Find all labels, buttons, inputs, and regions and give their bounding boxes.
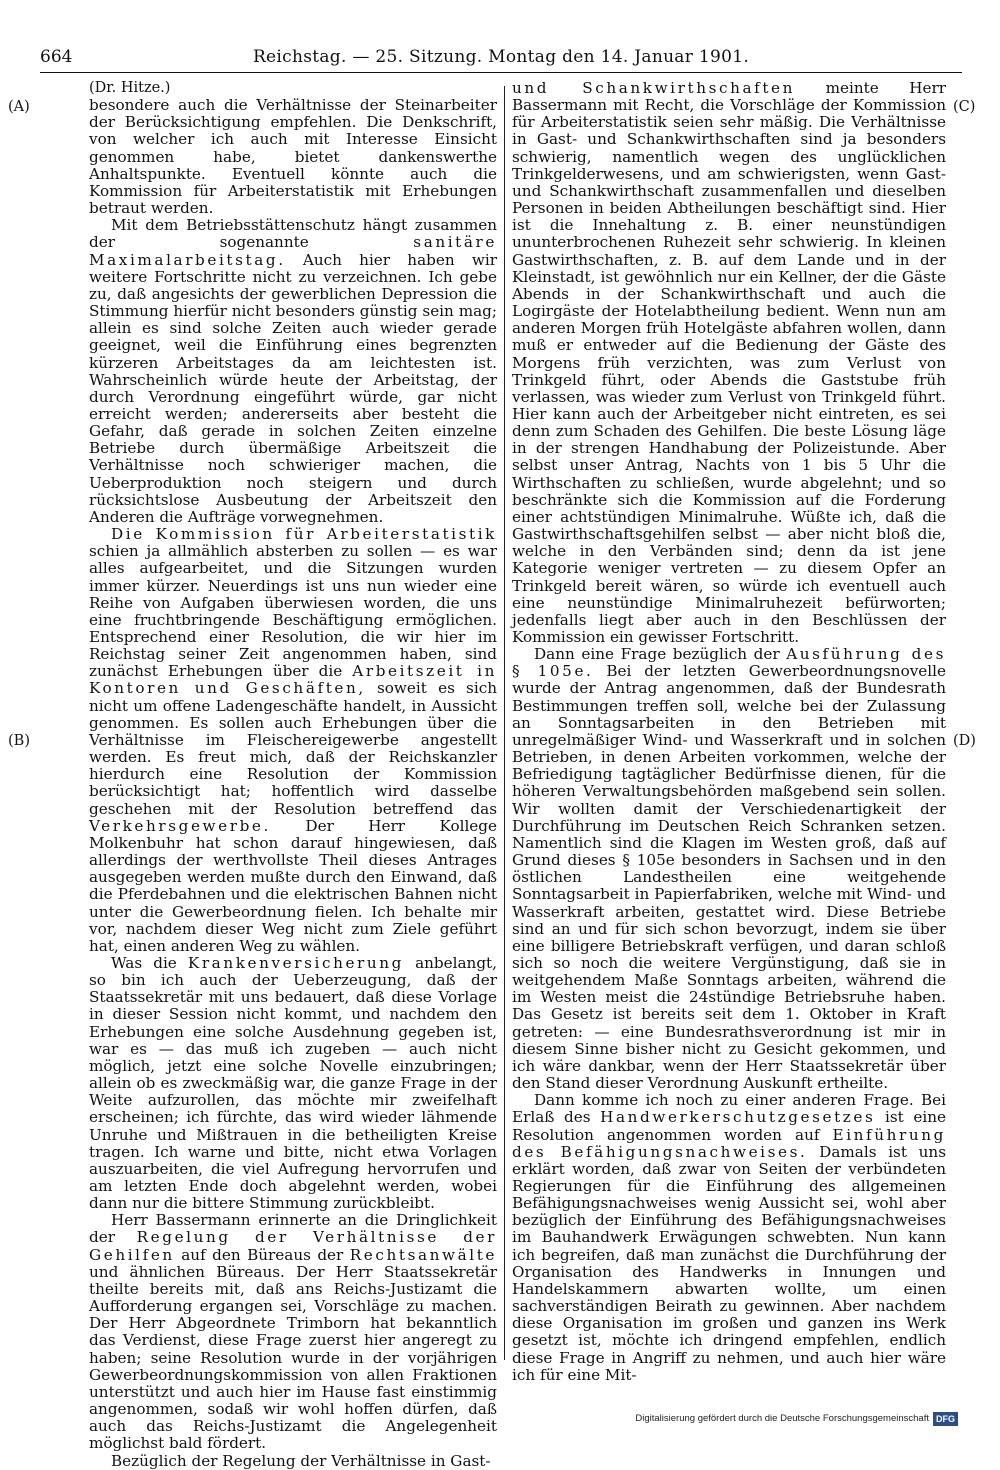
spaced-emphasis: Rechtsanwälte xyxy=(349,1245,497,1264)
spaced-emphasis: Krankenversicherung xyxy=(187,953,404,972)
paragraph: besondere auch die Verhältnisse der Steinarbeiter der Berücksichtigung empfehlen. Die Denkschrift, von welcher ich auch mit Interesse Einsicht genommen habe, bietet dankenswerthe Anhaltspunkte. Eventuell könnte auch die Kommission für Arbeiterstatistik mit Erhebungen betraut werden. xyxy=(89,96,497,218)
spaced-emphasis: Ausführung des § 105e. xyxy=(512,645,946,681)
page-number: 664 xyxy=(40,47,73,67)
margin-marker-c: (C) xyxy=(953,99,976,115)
paragraph: Herr Bassermann erinnerte an die Dringlichkeit der Regelung der Verhältnisse der Gehilfen auf den Büreaus der Rechtsanwälte und ähnlichen Büreaus. Der Herr Staatssekretär theilte bereits mit, daß ans Reichs-Justizamt die Aufforderung ergangen sei, Vorschläge zu machen. Der Herr Abgeordnete Trimborn hat bekanntlich das Verdienst, diese Frage zuerst hier angeregt zu haben; seine Resolution wurde in der vorjährigen Gewerbeordnungskommission von allen Fraktionen unterstützt und auch hier im Hause fast einstimmig angenommen, sodaß wir wohl hoffen dürfen, daß auch das Reichs-Justizamt die Angelegenheit möglichst bald fördert. xyxy=(89,1211,497,1453)
spaced-emphasis: Regelung der Verhältnisse der Gehilfen xyxy=(89,1228,497,1264)
margin-marker-a: (A) xyxy=(8,99,30,115)
paragraph: Dann komme ich noch zu einer anderen Frage. Bei Erlaß des Handwerkerschutzgesetzes ist eine Resolution angenommen worden auf Einführung des Befähigungsnachweises. Damals ist uns erklärt worden, daß zwar von Seiten der verbündeten Regierungen für die Einführung des allgemeinen Befähigungsnachweises wenig Aussicht sei, wohl aber bezüglich der Einführung des Befähigungsnachweises im Bauhandwerk Erwägungen schwebten. Nun kann ich begreifen, daß man zunächst die Durchführung der Organisation des Handwerks in Innungen und Handelskammern abwarten wollte, um einen sachverständigen Beirath zu gewinnen. Aber nachdem diese Organisation im großen und ganzen ins Werk gesetzt ist, möchte ich dringend empfehlen, endlich diese Frage in Angriff zu nehmen, und auch hier wäre ich für eine Mit- xyxy=(512,1091,946,1384)
left-column xyxy=(89,80,498,1470)
header-rule xyxy=(40,72,962,73)
spaced-emphasis: Einführung des Befähigungsnachweises. xyxy=(512,1125,946,1161)
spaced-emphasis: Arbeitszeit in Kontoren und Geschäften, xyxy=(89,662,498,698)
paragraph: Was die Krankenversicherung anbelangt, so bin ich auch der Ueberzeugung, daß der Staatssekretär mit uns bedauert, daß diese Vorlage in dieser Session nicht kommt, und nachdem den Erhebungen eine solche Ausdehnung gegeben ist, war es — das muß ich zugeben — auch nicht möglich, jetzt eine solche Novelle einzubringen; allein ob es zweckmäßig war, die ganze Frage in der Weite aufzurollen, das möchte mir zweifelhaft erscheinen; ich fürchte, das wird wieder lähmende Unruhe und Mißtrauen in die betheiligten Kreise tragen. Ich warne und bitte, nicht etwa Vorlagen auszuarbeiten, die viel Aufregung hervorrufen und am letzten Ende doch abgelehnt werden, wobei dann nur die bittere Stimmung zurückbleibt. xyxy=(89,953,497,1213)
speaker-label: (Dr. Hitze.) xyxy=(89,80,171,96)
margin-marker-d: (D) xyxy=(953,733,976,749)
spaced-emphasis: und Schankwirthschaften xyxy=(512,79,796,97)
credit-text: Digitalisierung gefördert durch die Deutsche Forschungsgemeinschaft xyxy=(635,1413,929,1424)
paragraph: Dann eine Frage bezüglich der Ausführung des § 105e. Bei der letzten Gewerbeordnungsnovelle wurde der Antrag angenommen, daß der Bundesrath Bestimmungen treffen soll, welche bei der Zulassung an Sonntagsarbeiten in den Betrieben mit unregelmäßiger Wind- und Wasserkraft und in solchen Betrieben, in denen Arbeiten vorkommen, welche der Befriedigung tagtäglicher Bedürfnisse dienen, für die höheren Verwaltungsbehörden maßgebend sein sollen. Wir wollten damit der Verschiedenartigkeit der Durchführung im Deutschen Reich Schranken setzen. Namentlich sind die Klagen im Westen groß, daß auf Grund dieses § 105e besonders in Sachsen und in den östlichen Landestheilen eine weitgehende Sonntagsarbeit in Papierfabriken, welche mit Wind- und Wasserkraft arbeiten, gestattet wird. Diese Betriebe sind an und für sich schon bevorzugt, indem sie über eine billigere Betriebskraft verfügen, und daran schloß sich so noch die weitere Vergünstigung, daß sie in weitgehendem Maße Sonntags arbeiten, während die im Westen meist die 24stündige Betriebsruhe haben. Das Gesetz ist bereits seit dem 1. Oktober in Kraft getreten: — eine Bundesrathsverordnung ist mir in diesem Sinne bisher nicht zu Gesicht gekommen, und ich wäre dankbar, wenn der Herr Staatssekretär über den Stand dieser Verordnung Auskunft ertheilte. xyxy=(512,645,946,1093)
paragraph: Die Kommission für Arbeiterstatistik schien ja allmählich absterben zu sollen — es war alles aufgearbeitet, und die Sitzungen wurden immer kürzer. Neuerdings ist uns nun wieder eine Reihe von Aufgaben überwiesen worden, die uns eine fruchtbringende Beschäftigung ermöglichen. Entsprechend einer Resolution, die wir hier im Reichstag seiner Zeit angenommen haben, sind zunächst Erhebungen über die Arbeitszeit in Kontoren und Geschäften, soweit es sich nicht um offene Ladengeschäfte handelt, in Aussicht genommen. Es sollen auch Erhebungen über die Verhältnisse im Fleischereigewerbe angestellt werden. Es freut mich, daß der Reichskanzler hierdurch eine Resolution der Kommission berücksichtigt hat; hoffentlich wird dasselbe geschehen mit der Resolution betreffend das Verkehrsgewerbe. Der Herr Kollege Molkenbuhr hat schon darauf hingewiesen, daß allerdings der werthvollste Theil dieses Antrages ausgegeben werden mußte durch den Einwand, daß die Pferdebahnen und die elektrischen Bahnen nicht unter die Gewerbeordnung fielen. Ich behalte mir vor, nachdem dieser Weg nicht zum Ziele geführt hat, einen anderen Weg zu wählen. xyxy=(89,525,498,955)
paragraph: Bezüglich der Regelung der Verhältnisse in Gast- xyxy=(111,1451,491,1470)
spaced-emphasis: Verkehrsgewerbe. xyxy=(89,816,271,835)
paragraph: Mit dem Betriebsstättenschutz hängt zusammen der sogenannte sanitäre Maximalarbeitstag. Auch hier haben wir weitere Fortschritte nicht zu verzeichnen. Ich gebe zu, daß angesichts der gewerblichen Depression die Stimmung hierfür nicht besonders günstig sein mag; allein es sind solche Zeiten auch wieder gerade geeignet, weil die Einführung eines begrenzten kürzeren Arbeitstages da am leichtesten ist. Wahrscheinlich würde heute der Arbeitstag, der durch Verordnung eingeführt würde, gar nicht erreicht werden; andererseits aber besteht die Gefahr, daß gerade in solchen Zeiten einzelne Betriebe durch übermäßige Arbeitszeit die Verhältnisse noch schwieriger machen, die Ueberproduktion noch steigern und durch rücksichtslose Ausbeutung der Arbeitszeit den Anderen die Aufträge vorwegnehmen. xyxy=(89,216,497,526)
dfg-logo: DFG xyxy=(933,1412,958,1426)
digitization-credit xyxy=(635,1410,958,1428)
spaced-emphasis: sanitäre Maximalarbeitstag. xyxy=(89,233,497,269)
column-divider xyxy=(504,86,505,1360)
spaced-emphasis: Die Kommission für Arbeiterstatistik xyxy=(111,525,497,544)
margin-marker-b: (B) xyxy=(8,733,30,749)
paragraph: und Schankwirthschaften meinte Herr Bassermann mit Recht, die Vorschläge der Kommission für Arbeiterstatistik seien sehr mäßig. Die Verhältnisse in Gast- und Schankwirthschaften sind ja besonders schwierig, namentlich wegen des unglücklichen Trinkgelderwesens, und am schwierigsten, wenn Gast- und Schankwirthschaft zusammenfallen und dieselben Personen in beiden Abtheilungen beschäftigt sind. Hier ist die Innehaltung z. B. einer neunstündigen ununterbrochenen Ruhezeit sehr schwierig. In kleinen Gastwirthschaften, z. B. auf dem Lande und in der Kleinstadt, ist gewöhnlich nur ein Kellner, der die Gäste Abends in der Schankwirthschaft und auch die Logirgäste der Hotelabtheilung bedient. Wenn nun am anderen Morgen früh Hotelgäste abfahren wollen, dann muß er entweder auf die Bedienung der Gäste des Morgens früh verzichten, was zum Verlust von Trinkgeld führt, oder Abends die Gaststube früh verlassen, was wieder zum Verlust von Trinkgeld führt. Hier kann auch der Arbeitgeber nicht eintreten, es sei denn zum Schaden des Gehilfen. Die beste Lösung läge in der strengen Handhabung der Polizeistunde. Aber selbst unser Antrag, Nachts von 1 bis 5 Uhr die Wirthschaften zu schließen, wurde abgelehnt; und so beschränkte sich die Kommission auf die Forderung einer achtstündigen Minimalruhe. Wüßte ich, daß die Gastwirthschaftsgehilfen selbst — aber nicht bloß die, welche in den Verbänden sind; denn da ist jene Kategorie weniger vertreten — zu diesem Opfer an Trinkgeld bereit wären, so würde ich eventuell auch eine neunstündige Minimalruhezeit befürworten; jedenfalls liegt aber auch in den Beschlüssen der Kommission ein gewisser Fortschritt. xyxy=(512,79,947,646)
spaced-emphasis: Handwerkerschutzgesetzes xyxy=(600,1108,876,1127)
page-header xyxy=(40,46,962,72)
right-column xyxy=(512,79,947,1384)
running-title: Reichstag. — 25. Sitzung. Montag den 14. Januar 1901. xyxy=(252,47,750,67)
